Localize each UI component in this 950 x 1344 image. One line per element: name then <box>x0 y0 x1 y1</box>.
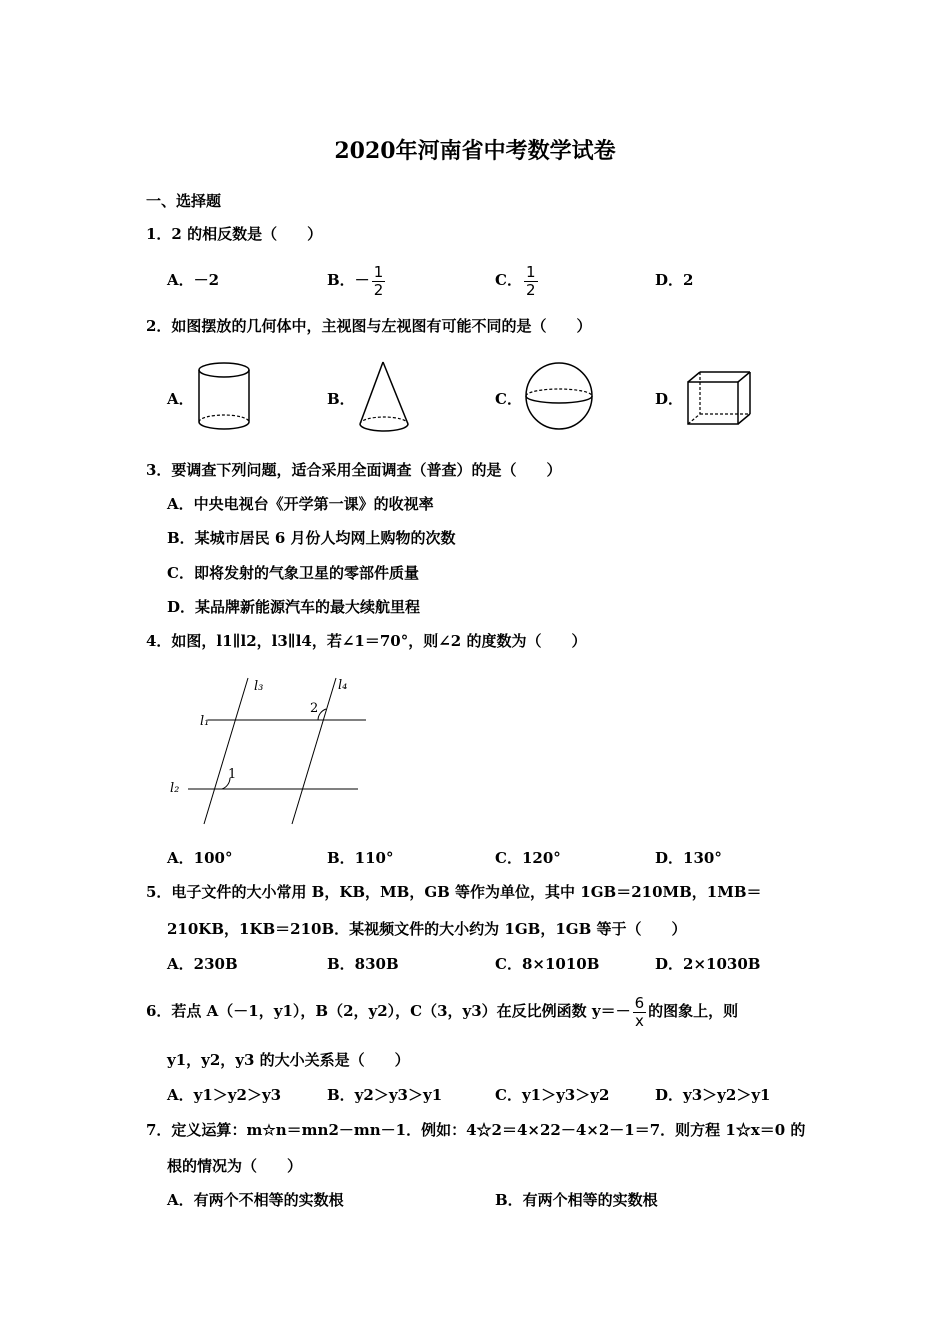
q2-option-a: A． <box>167 390 194 408</box>
q7-option-b: B．有两个相等的实数根 <box>495 1191 658 1209</box>
q1-option-b <box>327 261 387 299</box>
label-l4: l₄ <box>338 678 348 693</box>
label-angle-1: 1 <box>228 767 237 782</box>
q3-option-c: C．即将发射的气象卫星的零部件质量 <box>167 564 419 582</box>
q6-stem-line1 <box>146 992 738 1030</box>
cuboid-figure <box>686 370 756 430</box>
label-l2: l₂ <box>170 781 180 796</box>
q6-option-b: B．y2＞y3＞y1 <box>327 1086 443 1104</box>
q1-option-c <box>495 261 540 299</box>
q1-b-numerator: 1 <box>373 262 384 281</box>
section-heading: 一、选择题 <box>146 192 222 210</box>
q2-option-d: D． <box>655 390 684 408</box>
parallel-lines-figure <box>160 672 380 832</box>
q5-option-b: B．830B <box>327 955 399 973</box>
label-l1: l₁ <box>200 714 210 729</box>
q1-b-denominator: 2 <box>373 280 384 299</box>
page-title: 2020年河南省中考数学试卷 <box>334 138 616 164</box>
q7-option-a: A．有两个不相等的实数根 <box>167 1191 344 1209</box>
q4-stem: 4．如图，l1∥l2，l3∥l4，若∠1＝70°，则∠2 的度数为（ ） <box>146 632 587 650</box>
q5-option-c: C．8×1010B <box>495 955 600 973</box>
q2-stem: 2．如图摆放的几何体中，主视图与左视图有可能不同的是（ ） <box>146 317 592 335</box>
q2-option-b: B． <box>327 390 355 408</box>
q1-option-c-fraction <box>524 264 538 299</box>
q7-stem-line1: 7．定义运算：m☆n＝mn2－mn－1．例如：4☆2＝4×22－4×2－1＝7．则方程 1☆x＝0 的 <box>146 1121 806 1139</box>
q7-stem-line2: 根的情况为（ ） <box>167 1157 303 1175</box>
q5-option-d: D．2×1030B <box>655 955 761 973</box>
q3-option-d: D．某品牌新能源汽车的最大续航里程 <box>167 598 421 616</box>
label-l3: l₃ <box>254 679 264 694</box>
q1-c-denominator: 2 <box>525 280 536 299</box>
q1-option-b-fraction <box>372 264 386 299</box>
q4-option-d: D．130° <box>655 849 722 867</box>
q5-stem-line2: 210KB，1KB＝210B．某视频文件的大小约为 1GB，1GB 等于（ ） <box>167 920 687 938</box>
q6-fraction <box>633 995 647 1030</box>
q3-option-a: A．中央电视台《开学第一课》的收视率 <box>167 495 434 513</box>
q5-option-a: A．230B <box>167 955 238 973</box>
q4-option-c: C．120° <box>495 849 561 867</box>
q1-c-numerator: 1 <box>525 262 536 281</box>
q3-stem: 3．要调查下列问题，适合采用全面调查（普查）的是（ ） <box>146 461 562 479</box>
q2-option-c: C． <box>495 390 522 408</box>
q1-option-b-prefix: B．－ <box>327 271 370 289</box>
q4-option-b: B．110° <box>327 849 394 867</box>
q6-option-a: A．y1＞y2＞y3 <box>167 1086 282 1104</box>
q1-option-a: A．－2 <box>167 271 220 289</box>
q1-option-c-prefix: C． <box>495 271 522 289</box>
q1-option-d: D．2 <box>655 271 694 289</box>
q3-option-b: B．某城市居民 6 月份人均网上购物的次数 <box>167 529 456 547</box>
q6-stem-line2: y1，y2，y3 的大小关系是（ ） <box>167 1051 410 1069</box>
label-angle-2: 2 <box>310 701 319 716</box>
q6-option-d: D．y3＞y2＞y1 <box>655 1086 771 1104</box>
sphere-figure <box>525 362 597 432</box>
q4-option-a: A．100° <box>167 849 233 867</box>
cylinder-figure <box>196 360 256 434</box>
cone-figure <box>356 360 416 436</box>
q5-stem-line1: 5．电子文件的大小常用 B，KB，MB，GB 等作为单位，其中 1GB＝210MB，1MB＝ <box>146 883 762 901</box>
q6-denominator: x <box>634 1011 644 1030</box>
q6-numerator: 6 <box>634 993 645 1012</box>
q6-stem-post: 的图象上，则 <box>648 1002 739 1020</box>
q6-option-c: C．y1＞y3＞y2 <box>495 1086 610 1104</box>
q1-stem: 1．2 的相反数是（ ） <box>146 225 323 243</box>
q6-stem-pre: 6．若点 A（－1，y1），B（2，y2），C（3，y3）在反比例函数 y＝－ <box>146 1002 631 1020</box>
